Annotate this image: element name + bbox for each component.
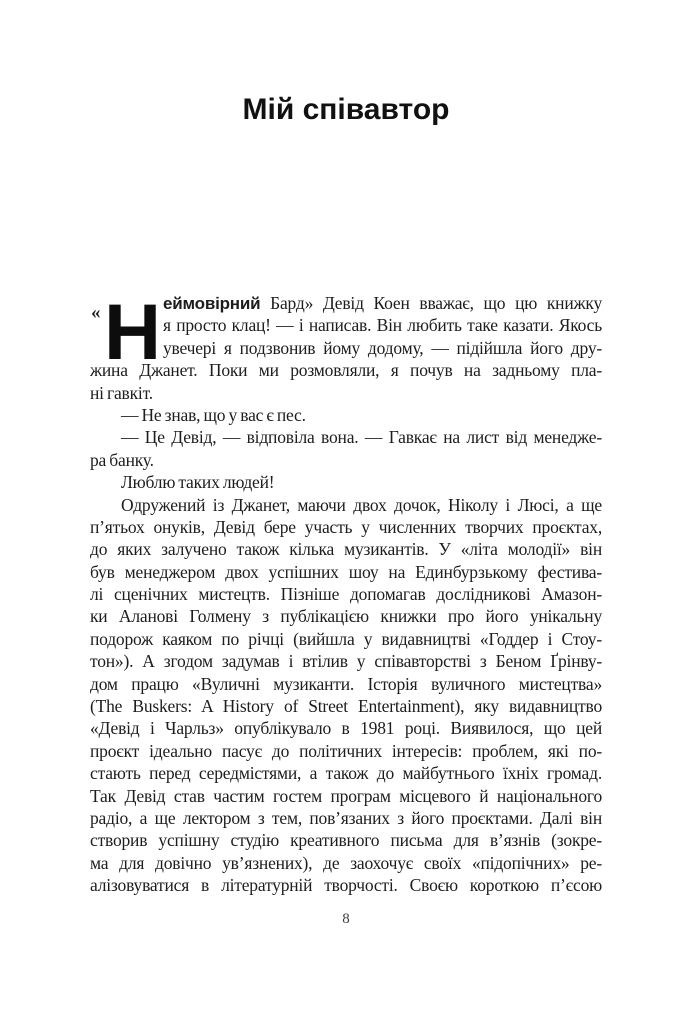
text-line: створив успішну студію креативного письма для в’язнів (зокре-: [90, 830, 602, 851]
text-line: жина Джанет. Поки ми розмовляли, я почув на задньому пла-: [90, 360, 602, 381]
text-line: подорож каяком по річці (вийшла у видавництві «Годдер і Стоу-: [90, 628, 602, 649]
bold-lead-text: еймовірний: [163, 294, 261, 313]
paragraph: [90, 426, 602, 471]
drop-cap-letter: Н: [104, 287, 162, 376]
text-line: дом працю «Вуличні музиканти. Історія вуличного мистецтва»: [90, 673, 602, 694]
text-line: — Не знав, що у вас є пес.: [121, 404, 306, 425]
text-line: п’ятьох онуків, Девід бере участь у численних творчих проєктах,: [90, 516, 602, 537]
text-line: ки Аланові Голмену з публікацією книжки про його унікальну: [90, 606, 602, 627]
first-paragraph: [90, 287, 602, 404]
text-line: ма для довічно ув’язнених), де заохочує своїх «підопічних» ре-: [90, 852, 602, 873]
text-line: тон»). А згодом задумав і втілив у співавторстві з Беном Ґрінву-: [90, 651, 602, 672]
text-line: ра банку.: [90, 449, 154, 470]
text-line: я просто клац! — і написав. Він любить таке казати. Якось: [163, 315, 602, 336]
paragraph: [90, 471, 602, 493]
text-line: Одружений із Джанет, маючи двох дочок, Ніколу і Люсі, а ще: [121, 494, 602, 515]
page-number: 8: [342, 910, 350, 927]
paragraphs-container: [90, 404, 602, 897]
text-line: увечері я подзвонив йому додому, — підійшла його дру-: [163, 337, 602, 358]
body-text: [90, 287, 602, 897]
text-line: алізовуватися в літературній творчості. Своєю короткою п’єсою: [90, 875, 602, 896]
text-line: проєкт ідеально пасує до політичних інтересів: проблем, які по-: [90, 740, 602, 761]
text-line: стають перед середмістями, а також до майбутнього їхніх громад.: [90, 763, 602, 784]
line-text: Бард» Девід Коен вважає, що цю книжку: [270, 293, 602, 313]
text-line: Люблю таких людей!: [121, 472, 275, 493]
chapter-title: Мій співавтор: [242, 93, 450, 126]
text-line: ні гавкіт.: [90, 382, 153, 403]
text-line: — Це Девід, — відповіла вона. — Гавкає на лист від менедже-: [121, 427, 602, 448]
text-line: «Девід і Чарльз» опублікувало в 1981 році. Виявилося, що цей: [90, 718, 602, 739]
text-line: був менеджером двох успішних шоу на Единбурзькому фестива-: [90, 561, 602, 582]
text-line: (The Buskers: A History of Street Entertainment), яку видавництво: [90, 696, 602, 717]
paragraph: [90, 494, 602, 897]
drop-cap: [90, 287, 163, 376]
text-line: лі сценічних мистецтв. Пізніше допомагав дослідникові Амазон-: [90, 584, 602, 605]
text-line: [163, 292, 602, 314]
text-line: радіо, а ще лектором з тем, пов’язаних з його проєктами. Далі він: [90, 807, 602, 828]
opening-quote: «: [91, 302, 101, 323]
paragraph: [90, 404, 602, 426]
text-line: до яких залучено також кілька музикантів. У «літа молодії» він: [90, 539, 602, 560]
text-line: Так Девід став частим гостем програм місцевого й національного: [90, 785, 602, 806]
